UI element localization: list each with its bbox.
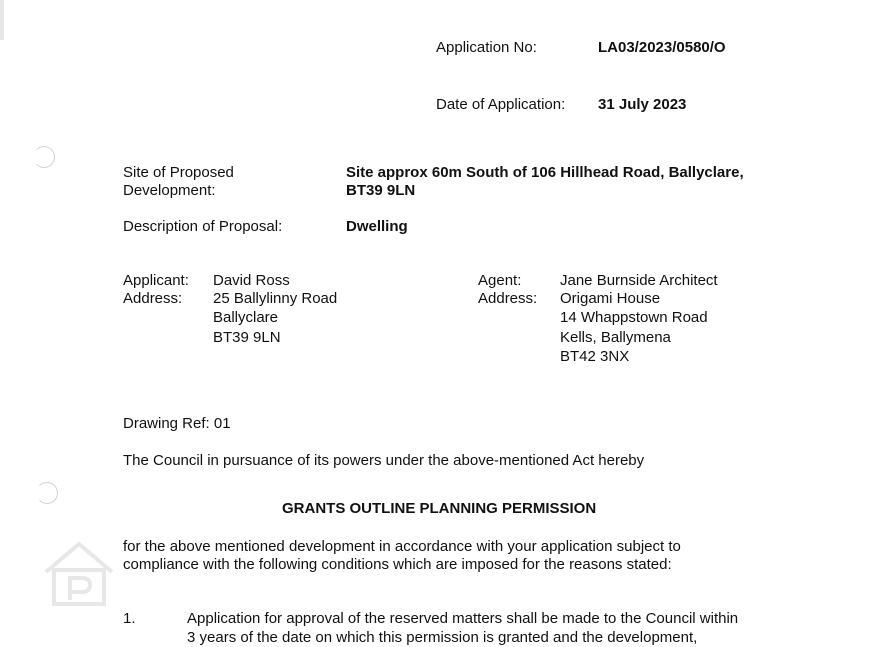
body-line: for the above mentioned development in accordance with your application subject to: [123, 538, 681, 555]
agent-address-label: Address:: [478, 290, 538, 307]
description-value: Dwelling: [346, 218, 408, 235]
scan-edge: [0, 0, 4, 40]
agent-address-line: BT42 3NX: [560, 348, 630, 365]
condition-line: 3 years of the date on which this permission is granted and the development,: [187, 629, 698, 646]
application-no-value: LA03/2023/0580/O: [598, 39, 726, 56]
drawing-ref: Drawing Ref: 01: [123, 415, 231, 432]
watermark-logo-icon: [40, 538, 118, 608]
applicant-label: Applicant:: [123, 272, 189, 289]
condition-line: Application for approval of the reserved matters shall be made to the Council within: [187, 610, 739, 627]
applicant-address-line: Ballyclare: [213, 309, 279, 326]
body-line: compliance with the following conditions which are imposed for the reasons stated:: [123, 556, 672, 573]
punch-hole-top: [33, 146, 55, 168]
applicant-address-line: 25 Ballylinny Road: [213, 290, 338, 307]
applicant-address-line: BT39 9LN: [213, 329, 281, 346]
description-label: Description of Proposal:: [123, 218, 283, 235]
applicant-address-label: Address:: [123, 290, 183, 307]
condition-number: 1.: [123, 610, 136, 627]
agent-label: Agent:: [478, 272, 522, 289]
site-label-line1: Site of Proposed: [123, 164, 234, 181]
grant-heading: GRANTS OUTLINE PLANNING PERMISSION: [282, 500, 597, 517]
site-value-line2: BT39 9LN: [346, 182, 416, 199]
agent-address-line: Kells, Ballymena: [560, 329, 671, 346]
agent-address-line: 14 Whappstown Road: [560, 309, 708, 326]
site-label-line2: Development:: [123, 182, 216, 199]
date-of-application-value: 31 July 2023: [598, 96, 687, 113]
agent-address-line: Origami House: [560, 290, 661, 307]
agent-name: Jane Burnside Architect: [560, 272, 718, 289]
application-no-label: Application No:: [436, 39, 537, 56]
punch-hole-bottom: [36, 482, 58, 504]
applicant-name: David Ross: [213, 272, 290, 289]
council-statement: The Council in pursuance of its powers under the above-mentioned Act hereby: [123, 452, 645, 469]
date-of-application-label: Date of Application:: [436, 96, 566, 113]
site-value-line1: Site approx 60m South of 106 Hillhead Road, Ballyclare,: [346, 164, 744, 181]
